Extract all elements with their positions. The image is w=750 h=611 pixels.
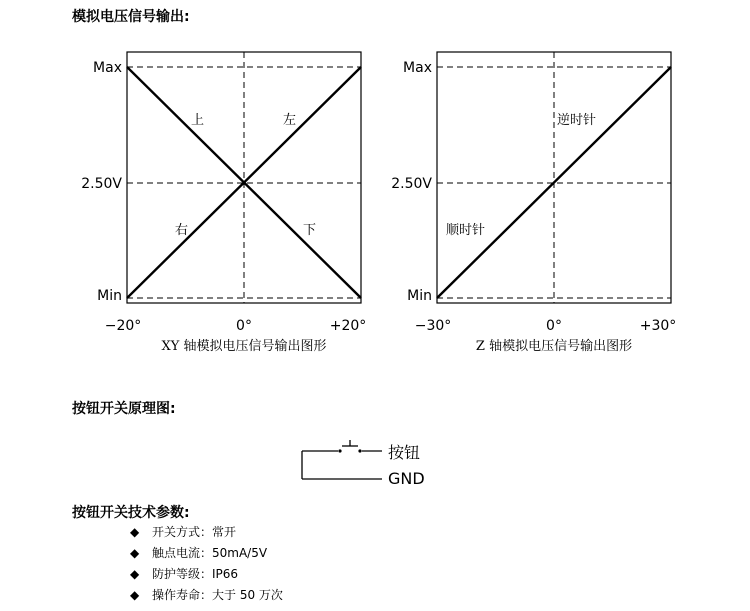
xy-annotation-up: 上 xyxy=(191,113,205,128)
xy-ytick-min: Min xyxy=(97,288,122,304)
spec-label: 操作寿命： xyxy=(152,588,213,602)
z-ytick-max: Max xyxy=(403,60,432,76)
spec-value: 常开 xyxy=(212,525,237,539)
xy-axis-chart xyxy=(80,40,380,360)
z-ytick-mid: 2.50V xyxy=(391,176,432,192)
xy-annotation-down: 下 xyxy=(303,223,317,238)
z-xtick-neg: −30° xyxy=(414,318,452,334)
section-heading-voltage-output: 模拟电压信号输出: xyxy=(72,9,190,25)
xy-xtick-zero: 0° xyxy=(236,318,252,334)
diamond-bullet-icon: ◆ xyxy=(130,567,140,581)
list-item xyxy=(130,564,283,585)
xy-annotation-right: 右 xyxy=(175,223,189,238)
xy-chart-caption: XY 轴模拟电压信号输出图形 xyxy=(161,339,327,354)
switch-contact-left xyxy=(338,449,341,452)
spec-value: 50mA/5V xyxy=(212,546,268,560)
z-chart-caption: Z 轴模拟电压信号输出图形 xyxy=(475,339,633,354)
z-ytick-min: Min xyxy=(407,288,432,304)
xy-ytick-max: Max xyxy=(93,60,122,76)
z-xtick-pos: +30° xyxy=(639,318,677,334)
switch-contact-right xyxy=(358,449,361,452)
list-item xyxy=(130,543,283,564)
xy-ytick-mid: 2.50V xyxy=(81,176,122,192)
z-xtick-zero: 0° xyxy=(546,318,562,334)
diamond-bullet-icon: ◆ xyxy=(130,588,140,602)
list-item xyxy=(130,585,283,606)
spec-label: 触点电流： xyxy=(152,546,213,560)
spec-list xyxy=(130,522,283,606)
list-item xyxy=(130,522,283,543)
section-heading-schematic: 按钮开关原理图: xyxy=(72,401,176,417)
z-annotation-ccw: 逆时针 xyxy=(557,113,597,128)
section-heading-specs: 按钮开关技术参数: xyxy=(72,505,190,521)
diamond-bullet-icon: ◆ xyxy=(130,525,140,539)
button-label: 按钮 xyxy=(388,443,421,462)
spec-label: 防护等级： xyxy=(152,567,213,581)
diamond-bullet-icon: ◆ xyxy=(130,546,140,560)
z-axis-chart xyxy=(390,40,690,360)
gnd-label: GND xyxy=(388,469,425,488)
spec-value: 大于 50 万次 xyxy=(212,588,283,602)
spec-value: IP66 xyxy=(212,567,239,581)
xy-annotation-left: 左 xyxy=(283,113,297,128)
xy-xtick-pos: +20° xyxy=(329,318,367,334)
spec-label: 开关方式： xyxy=(152,525,213,539)
button-circuit-diagram xyxy=(298,436,388,486)
z-annotation-cw: 顺时针 xyxy=(446,223,486,238)
xy-xtick-neg: −20° xyxy=(104,318,142,334)
